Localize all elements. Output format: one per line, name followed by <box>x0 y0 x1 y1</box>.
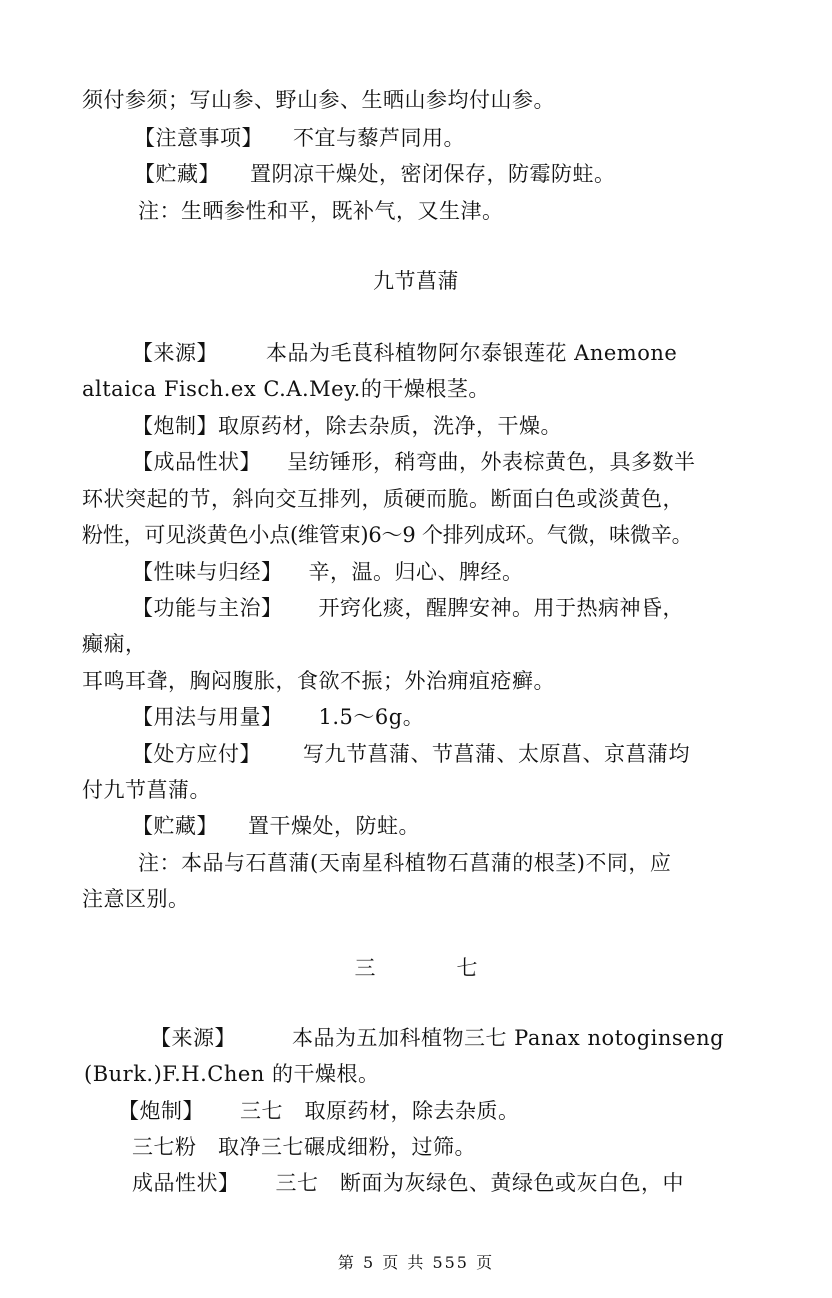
source-line-sanqi-2: (Burk.)F.H.Chen 的干燥根。 <box>84 1062 380 1086</box>
note-line-3: 注意区别。 <box>82 887 190 911</box>
storage-line <box>134 160 832 188</box>
taste-label: 【性味与归经】 <box>132 560 283 584</box>
product-label: 【成品性状】 <box>132 450 261 474</box>
attention-label: 【注意事项】 <box>134 126 263 150</box>
source-label-sanqi: 【来源】 <box>150 1026 236 1050</box>
product-text: 呈纺锤形，稍弯曲，外表棕黄色，具多数半 <box>287 450 696 474</box>
source-line <box>132 339 832 367</box>
source-text: 本品为毛茛科植物阿尔泰银莲花 Anemone <box>266 341 678 365</box>
product-text-sanqi: 三七 断面为灰绿色、黄绿色或灰白色，中 <box>275 1171 684 1195</box>
note-line-2: 注：本品与石菖蒲(天南星科植物石菖蒲的根茎)不同，应 <box>138 851 672 875</box>
storage-label-2: 【贮藏】 <box>132 814 218 838</box>
function-line-2: 癫痫， <box>82 632 147 656</box>
source-line-sanqi <box>150 1024 832 1052</box>
attention-text: 不宜与藜芦同用。 <box>293 126 465 150</box>
process-label-sanqi: 【炮制】 <box>118 1099 204 1123</box>
usage-label: 【用法与用量】 <box>132 705 283 729</box>
storage-text-2: 置干燥处，防蛀。 <box>248 814 420 838</box>
storage-label: 【贮藏】 <box>134 162 220 186</box>
process-line <box>132 412 832 440</box>
paragraph-line: 须付参须；写山参、野山参、生晒山参均付山参。 <box>82 88 555 112</box>
section-title-jiujie: 九节菖蒲 <box>373 269 459 293</box>
powder-line: 三七粉 取净三七碾成细粉，过筛。 <box>132 1135 476 1159</box>
note-line: 注：生晒参性和平，既补气，又生津。 <box>138 199 504 223</box>
prescription-line-2: 付九节菖蒲。 <box>82 778 211 802</box>
function-line <box>132 594 832 622</box>
usage-line <box>132 703 832 731</box>
page-number: 第 5 页 共 555 页 <box>337 1253 495 1272</box>
product-line-3: 粉性，可见淡黄色小点(维管束)6～9 个排列成环。气微，味微辛。 <box>82 523 693 547</box>
source-line-2: altaica Fisch.ex C.A.Mey.的干燥根茎。 <box>82 377 490 401</box>
page-footer <box>0 1253 832 1273</box>
usage-text: 1.5～6g。 <box>318 705 425 729</box>
prescription-line <box>132 740 832 768</box>
product-line-sanqi <box>132 1169 832 1197</box>
product-line-2: 环状突起的节，斜向交互排列，质硬而脆。断面白色或淡黄色， <box>82 487 684 511</box>
product-line <box>132 448 832 476</box>
storage-line-2 <box>132 812 832 840</box>
attention-line <box>134 124 832 152</box>
section-title-sanqi: 三 七 <box>354 956 508 980</box>
function-line-3: 耳鸣耳聋，胸闷腹胀，食欲不振；外治痈疽疮癣。 <box>82 669 555 693</box>
prescription-label: 【处方应付】 <box>132 742 261 766</box>
process-text-sanqi: 三七 取原药材，除去杂质。 <box>240 1099 520 1123</box>
function-label: 【功能与主治】 <box>132 596 283 620</box>
prescription-text: 写九节菖蒲、节菖蒲、太原菖、京菖蒲均 <box>303 742 690 766</box>
source-label: 【来源】 <box>132 341 218 365</box>
process-text: 取原药材，除去杂质，洗净，干燥。 <box>218 414 562 438</box>
process-label: 【炮制】 <box>132 414 218 438</box>
process-line-sanqi <box>118 1097 832 1125</box>
product-label-sanqi: 成品性状】 <box>132 1171 240 1195</box>
taste-line <box>132 558 832 586</box>
function-text: 开窍化痰，醒脾安神。用于热病神昏， <box>318 596 684 620</box>
taste-text: 辛，温。归心、脾经。 <box>308 560 524 584</box>
source-text-sanqi: 本品为五加科植物三七 Panax notoginseng <box>292 1026 725 1050</box>
storage-text: 置阴凉干燥处，密闭保存，防霉防蛀。 <box>250 162 616 186</box>
